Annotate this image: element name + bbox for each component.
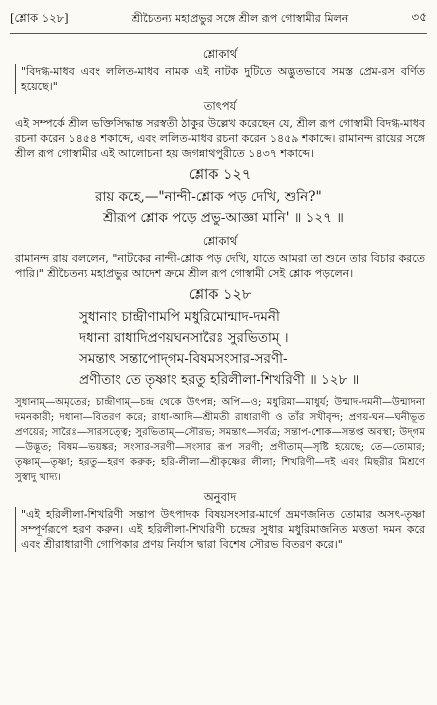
translation-heading-3: অনুবাদ xyxy=(203,490,237,504)
page-header xyxy=(10,5,427,34)
verse-127-heading: শ্লোক ১২৭ xyxy=(188,167,252,183)
page-content xyxy=(15,44,425,556)
verse-128-line-2: দধানা রাধাদিপ্রণয়ঘনসারৈঃ সুরভিতাম্ । xyxy=(79,330,289,346)
verse-128-line-4: প্রণীতাং তে তৃষ্ণাং হরতু হরিলীলা-শিখরিণী ॥ ১২৮ ॥ xyxy=(79,372,360,388)
verse-128 xyxy=(15,307,425,391)
translation-text-3: "এই হরিলীলা-শিখরিণী সন্তাপ উৎপাদক বিষয়সংসার-মার্গে ভ্রমণজনিত তোমার অসৎ-তৃষ্ণা সম্পূর্ণরূপে হরণ করুন। এই হরিলীলা-শিখরিণী চন্দ্রের সুধার মধুরিমাজনিত মত্ততা দমন করে এবং শ্রীরাধারাণী গোপিকার প্রণয় নির্যাস দ্বারা বিশেষ সৌরভ বিতরণ করে।" xyxy=(15,507,425,552)
translation-text-2: রামানন্দ রায় বললেন, "নাটকের নান্দী-শ্লোক পড় দেখি, যাতে আমরা তা শুনে তার বিচার করতে পারি।" শ্রীচৈতন্য মহাপ্রভুর আদেশ ক্রমে শ্রীল রূপ গোস্বামী সেই শ্লোক পড়লেন। xyxy=(15,252,425,280)
verse-127 xyxy=(15,187,425,229)
verse-127-line-1: রায় কহে,—"নান্দী-শ্লোক পড় দেখি, শুনি?" xyxy=(95,189,322,205)
chapter-title: শ্রীচৈতন্য মহাপ্রভুর সঙ্গে শ্রীল রূপ গোস্বামীর মিলন xyxy=(131,11,349,25)
translation-text-1: "বিদগ্ধ-মাধব এবং ললিত-মাধব নামক এই নাটক দুটিতে অদ্ভুতভাবে সমস্ত প্রেম-রস বর্ণিত হয়েছে।" xyxy=(15,64,425,94)
verse-127-line-2: শ্রীরূপ শ্লোক পড়ে প্রভু-আজ্ঞা মানি' ॥ ১২৭ ॥ xyxy=(103,210,344,226)
purport-text: এই সম্পর্কে শ্রীল ভক্তিসিদ্ধান্ত সরস্বতী ঠাকুর উল্লেখ করেছেন যে, শ্রীল রূপ গোস্বামী বিদগ্ধ-মাধব রচনা করেন ১৪৫৪ শকাব্দে, এবং ললিত-মাধব রচনা করেন ১৪৫৯ শকাব্দে। রামানন্দ রায়ের সঙ্গে শ্রীল রূপ গোস্বামীর এই আলোচনা হয় জগন্নাথপুরীতে ১৪৩৭ শকাব্দে। xyxy=(15,117,425,160)
verse-reference: [শ্লোক ১২৮] xyxy=(10,10,69,25)
synonyms-text: সুধানাম্—অমৃতের; চান্দ্রীণাম্—চন্দ্র থেকে উৎপন্ন; অপি—ও; মধুরিমা—মাধুর্য; উন্মাদ-দমনী—উন্মাদনা দমনকারী; দধানা—বিতরণ করে; রাধা-আদি—শ্রীমতী রাধারাণী ও তাঁর সখীবৃন্দ; প্রণয়-ঘন—ঘনীভূত প্রণয়ের; সারৈঃ—সারসত্ত্বে; সুরভিতাম্—সৌরভ; সমন্তাৎ—সর্বত্র; সন্তাপ-শোক—সন্তপ্ত অবস্থা; উদ্‌গম—উদ্ভূত; বিষম—ভয়ঙ্কর; সংসার-সরণী—সংসার রূপ সরণী; প্রণীতাম্—সৃষ্টি হয়েছে; তে—তোমার; তৃষ্ণাম্—তৃষ্ণা; হরতু—হরণ করুক; হরি-লীলা—শ্রীকৃষ্ণের লীলা; শিখরিণী—দই এবং মিছরীর মিশ্রণে সুস্বাদু খাদ্য। xyxy=(15,397,425,483)
verse-128-line-3: সমন্তাৎ সন্তাপোদ্‌গম-বিষমসংসার-সরণী- xyxy=(79,351,288,367)
verse-128-line-1: সুধানাং চান্দ্রীণামপি মধুরিমোন্মাদ-দমনী xyxy=(79,309,280,325)
verse-128-heading: শ্লোক ১২৮ xyxy=(188,287,252,303)
page-number: ৩৫ xyxy=(411,10,427,24)
translation-heading-2: শ্লোকার্থ xyxy=(202,234,238,248)
purport-heading: তাৎপর্য xyxy=(203,99,237,113)
translation-heading-1: শ্লোকার্থ xyxy=(202,47,238,61)
